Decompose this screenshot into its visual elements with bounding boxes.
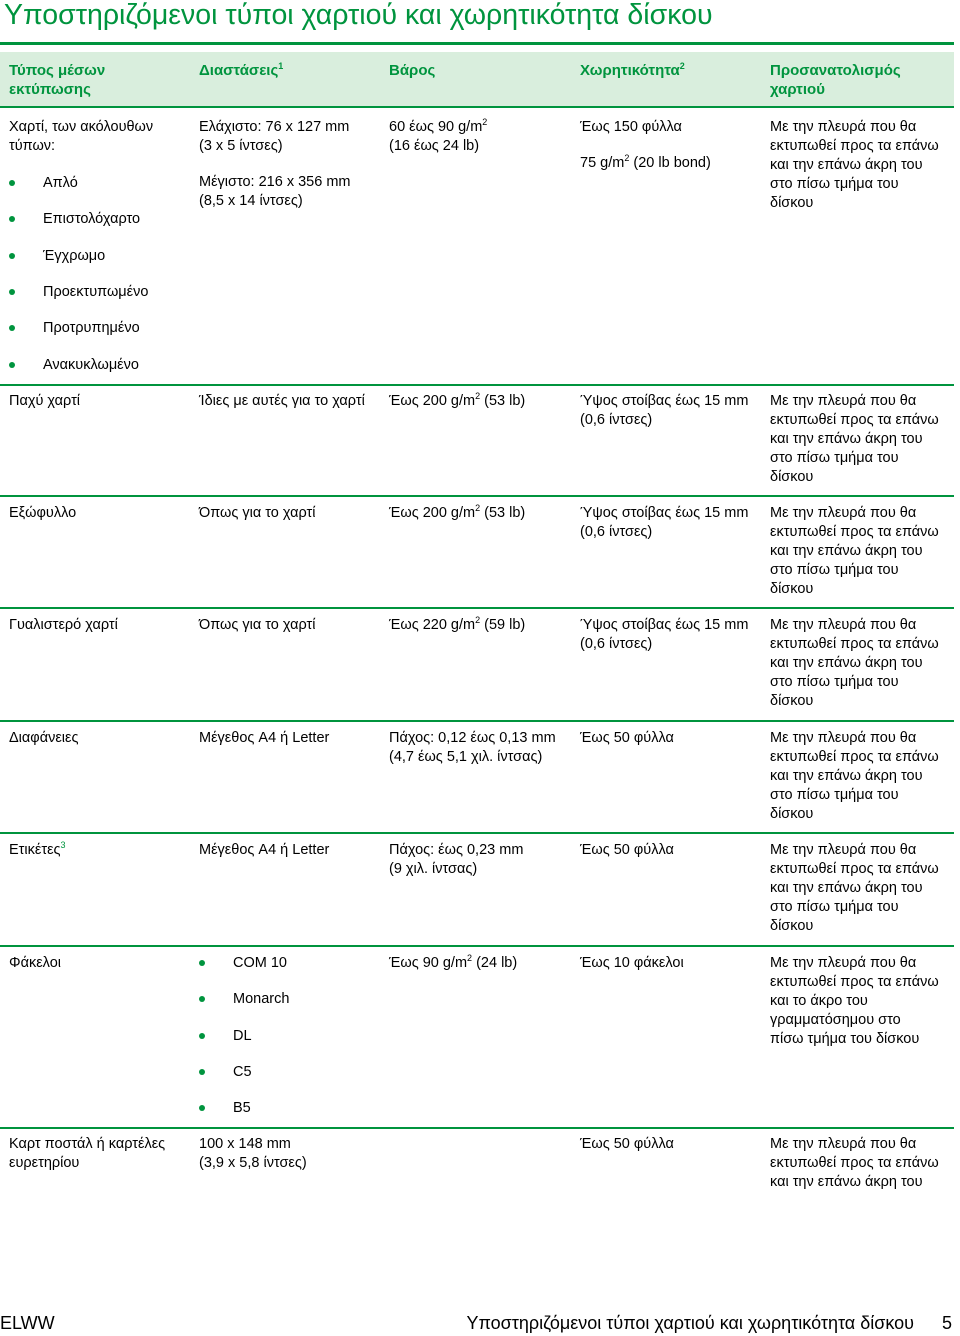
orientation-line: εκτυπωθεί προς τα επάνω [770, 524, 939, 540]
paper-subtype-list-item: Προεκτυπωμένο [43, 284, 149, 300]
orientation-line: και την επάνω άκρη του [770, 768, 923, 784]
footer-doc-code: ELWW [0, 1313, 55, 1333]
footer-section-title: Υποστηριζόμενοι τύποι χαρτιού και χωρητικότητα δίσκου [466, 1313, 914, 1333]
orientation-line: στο πίσω τμήμα του [770, 674, 899, 690]
postcards-dim-inches: (3,9 x 5,8 ίντσες) [199, 1155, 307, 1171]
header-orientation-line1: Προσανατολισμός [770, 62, 901, 79]
cover-weight-lb: (53 lb) [480, 505, 526, 521]
header-dimensions [199, 61, 283, 80]
postcards-dimensions [199, 1135, 307, 1173]
paper-type [9, 118, 153, 156]
transparencies-orientation [770, 729, 939, 824]
envelopes-weight [389, 954, 517, 973]
header-media-type-line2: εκτύπωσης [9, 81, 91, 98]
heavy-dimensions: Ίδιες με αυτές για το χαρτί [199, 393, 365, 409]
paper-capacity-sup: 2 [624, 153, 630, 163]
header-orientation [770, 61, 901, 99]
heavy-weight-value: Έως 200 g/m [389, 393, 476, 409]
header-capacity-label: Χωρητικότητα [580, 62, 680, 79]
paper-subtype-list-item: Απλό [43, 175, 78, 191]
row-rule [0, 720, 954, 722]
paper-type-line1: Χαρτί, των ακόλουθων [9, 119, 154, 135]
orientation-line: και το άκρο του [770, 993, 868, 1009]
orientation-line: στο πίσω τμήμα του [770, 176, 899, 192]
paper-dim-min: Ελάχιστο: 76 x 127 mm [199, 119, 350, 135]
paper-orientation [770, 118, 939, 213]
paper-capacity-bond: (20 lb bond) [629, 155, 711, 171]
orientation-line: δίσκου [770, 195, 814, 211]
orientation-line: και την επάνω άκρη του [770, 1174, 923, 1190]
envelopes-orientation [770, 954, 939, 1049]
row-rule [0, 1127, 954, 1129]
footer-section [466, 1313, 952, 1334]
orientation-line: εκτυπωθεί προς τα επάνω [770, 636, 939, 652]
labels-capacity: Έως 50 φύλλα [580, 842, 674, 858]
cover-weight-sup: 2 [475, 503, 481, 513]
orientation-line: στο πίσω τμήμα του [770, 899, 899, 915]
paper-subtype-list-item: Έγχρωμο [43, 248, 106, 264]
paper-subtype-list-item: Επιστολόχαρτο [43, 211, 141, 227]
orientation-line: Με την πλευρά που θα [770, 505, 917, 521]
row-rule [0, 607, 954, 609]
cover-type: Εξώφυλλο [9, 505, 77, 521]
orientation-line: δίσκου [770, 918, 814, 934]
heavy-capacity [580, 392, 748, 430]
orientation-line: στο πίσω τμήμα του [770, 787, 899, 803]
envelope-size-list-item: B5 [233, 1100, 251, 1116]
heavy-weight-lb: (53 lb) [480, 393, 526, 409]
heavy-capacity-line2: (0,6 ίντσες) [580, 412, 653, 428]
heavy-capacity-line1: Ύψος στοίβας έως 15 mm [580, 393, 749, 409]
labels-thickness: Πάχος: έως 0,23 mm [389, 842, 524, 858]
paper-dimensions [199, 118, 351, 211]
paper-weight-value: 60 έως 90 g/m [389, 119, 483, 135]
orientation-line: γραμματόσημου στο [770, 1012, 901, 1028]
transparencies-capacity: Έως 50 φύλλα [580, 730, 674, 746]
header-media-type-line1: Τύπος μέσων [9, 62, 106, 79]
cover-weight-value: Έως 200 g/m [389, 505, 476, 521]
paper-dim-min-inches: (3 x 5 ίντσες) [199, 138, 283, 154]
orientation-line: και την επάνω άκρη του [770, 543, 923, 559]
row-rule [0, 945, 954, 947]
envelopes-weight-sup: 2 [467, 953, 473, 963]
paper-weight-sup: 2 [482, 117, 488, 127]
orientation-line: δίσκου [770, 693, 814, 709]
paper-type-line2: τύπων: [9, 138, 56, 154]
paper-weight-lb: (16 έως 24 lb) [389, 138, 480, 154]
postcards-type-line2: ευρετηρίου [9, 1155, 80, 1171]
header-dimensions-label: Διαστάσεις [199, 62, 279, 79]
orientation-line: και την επάνω άκρη του [770, 880, 923, 896]
glossy-weight-lb: (59 lb) [480, 617, 526, 633]
heavy-orientation [770, 392, 939, 487]
orientation-line: πίσω τμήμα του δίσκου [770, 1031, 920, 1047]
heavy-weight-sup: 2 [475, 391, 481, 401]
header-capacity-footnote: 2 [679, 61, 685, 71]
labels-type [9, 841, 66, 860]
row-rule [0, 832, 954, 834]
cover-dimensions: Όπως για το χαρτί [199, 505, 316, 521]
labels-type-label: Ετικέτες [9, 842, 61, 858]
envelope-size-list-item: DL [233, 1028, 252, 1044]
header-rule [0, 106, 954, 108]
envelopes-type: Φάκελοι [9, 955, 61, 971]
row-rule [0, 495, 954, 497]
orientation-line: εκτυπωθεί προς τα επάνω [770, 1155, 939, 1171]
paper-capacity-weight: 75 g/m [580, 155, 625, 171]
orientation-line: και την επάνω άκρη του [770, 431, 923, 447]
envelope-size-list-item: COM 10 [233, 955, 287, 971]
glossy-capacity-line1: Ύψος στοίβας έως 15 mm [580, 617, 749, 633]
envelopes-capacity: Έως 10 φάκελοι [580, 955, 684, 971]
orientation-line: και την επάνω άκρη του [770, 655, 923, 671]
paper-subtype-list-item: Προτρυπημένο [43, 320, 140, 336]
paper-subtype-list-item: Ανακυκλωμένο [43, 357, 139, 373]
title-rule [0, 42, 954, 45]
orientation-line: εκτυπωθεί προς τα επάνω [770, 749, 939, 765]
header-dimensions-footnote: 1 [278, 61, 284, 71]
orientation-line: Με την πλευρά που θα [770, 842, 917, 858]
paper-dim-max: Μέγιστο: 216 x 356 mm [199, 174, 351, 190]
glossy-orientation [770, 616, 939, 711]
orientation-line: στο πίσω τμήμα του [770, 450, 899, 466]
cover-capacity [580, 504, 748, 542]
orientation-line: Με την πλευρά που θα [770, 730, 917, 746]
paper-capacity [580, 118, 711, 173]
cover-orientation [770, 504, 939, 599]
paper-weight [389, 118, 487, 156]
transparencies-dimensions: Μέγεθος A4 ή Letter [199, 730, 330, 746]
glossy-weight-sup: 2 [475, 615, 481, 625]
header-media-type [9, 61, 105, 99]
orientation-line: εκτυπωθεί προς τα επάνω [770, 138, 939, 154]
postcards-type-line1: Καρτ ποστάλ ή καρτέλες [9, 1136, 166, 1152]
heavy-type: Παχύ χαρτί [9, 393, 81, 409]
orientation-line: Με την πλευρά που θα [770, 617, 917, 633]
orientation-line: εκτυπωθεί προς τα επάνω [770, 412, 939, 428]
orientation-line: εκτυπωθεί προς τα επάνω [770, 974, 939, 990]
glossy-capacity-line2: (0,6 ίντσες) [580, 636, 653, 652]
glossy-capacity [580, 616, 748, 654]
envelope-size-list-item: C5 [233, 1064, 252, 1080]
glossy-weight [389, 616, 525, 635]
header-weight: Βάρος [389, 62, 436, 79]
orientation-line: και την επάνω άκρη του [770, 157, 923, 173]
envelopes-weight-lb: (24 lb) [472, 955, 518, 971]
glossy-type: Γυαλιστερό χαρτί [9, 617, 118, 633]
postcards-capacity: Έως 50 φύλλα [580, 1136, 674, 1152]
orientation-line: Με την πλευρά που θα [770, 1136, 917, 1152]
postcards-orientation [770, 1135, 939, 1192]
orientation-line: εκτυπωθεί προς τα επάνω [770, 861, 939, 877]
orientation-line: Με την πλευρά που θα [770, 393, 917, 409]
transparencies-thickness: Πάχος: 0,12 έως 0,13 mm [389, 730, 556, 746]
page-number: 5 [941, 1313, 952, 1333]
heavy-weight [389, 392, 525, 411]
orientation-line: δίσκου [770, 581, 814, 597]
envelopes-weight-value: Έως 90 g/m [389, 955, 468, 971]
orientation-line: Με την πλευρά που θα [770, 119, 917, 135]
labels-thickness-mil: (9 χιλ. ίντσας) [389, 861, 478, 877]
row-rule [0, 384, 954, 386]
header-capacity [580, 61, 685, 80]
header-orientation-line2: χαρτιού [770, 81, 825, 98]
orientation-line: Με την πλευρά που θα [770, 955, 917, 971]
glossy-dimensions: Όπως για το χαρτί [199, 617, 316, 633]
glossy-weight-value: Έως 220 g/m [389, 617, 476, 633]
orientation-line: δίσκου [770, 806, 814, 822]
labels-orientation [770, 841, 939, 936]
cover-capacity-line2: (0,6 ίντσες) [580, 524, 653, 540]
orientation-line: δίσκου [770, 469, 814, 485]
cover-capacity-line1: Ύψος στοίβας έως 15 mm [580, 505, 749, 521]
labels-dimensions: Μέγεθος A4 ή Letter [199, 842, 330, 858]
paper-dim-max-inches: (8,5 x 14 ίντσες) [199, 193, 303, 209]
paper-capacity-sheets: Έως 150 φύλλα [580, 119, 682, 135]
transparencies-thickness-mil: (4,7 έως 5,1 χιλ. ίντσας) [389, 749, 543, 765]
envelope-size-list-item: Monarch [233, 991, 290, 1007]
orientation-line: στο πίσω τμήμα του [770, 562, 899, 578]
postcards-type [9, 1135, 165, 1173]
postcards-dim-mm: 100 x 148 mm [199, 1136, 291, 1152]
transparencies-weight [389, 729, 556, 767]
transparencies-type: Διαφάνειες [9, 730, 79, 746]
page-title: Υποστηριζόμενοι τύποι χαρτιού και χωρητικότητα δίσκου [4, 0, 713, 31]
labels-footnote: 3 [60, 840, 66, 850]
labels-weight [389, 841, 523, 879]
cover-weight [389, 504, 525, 523]
